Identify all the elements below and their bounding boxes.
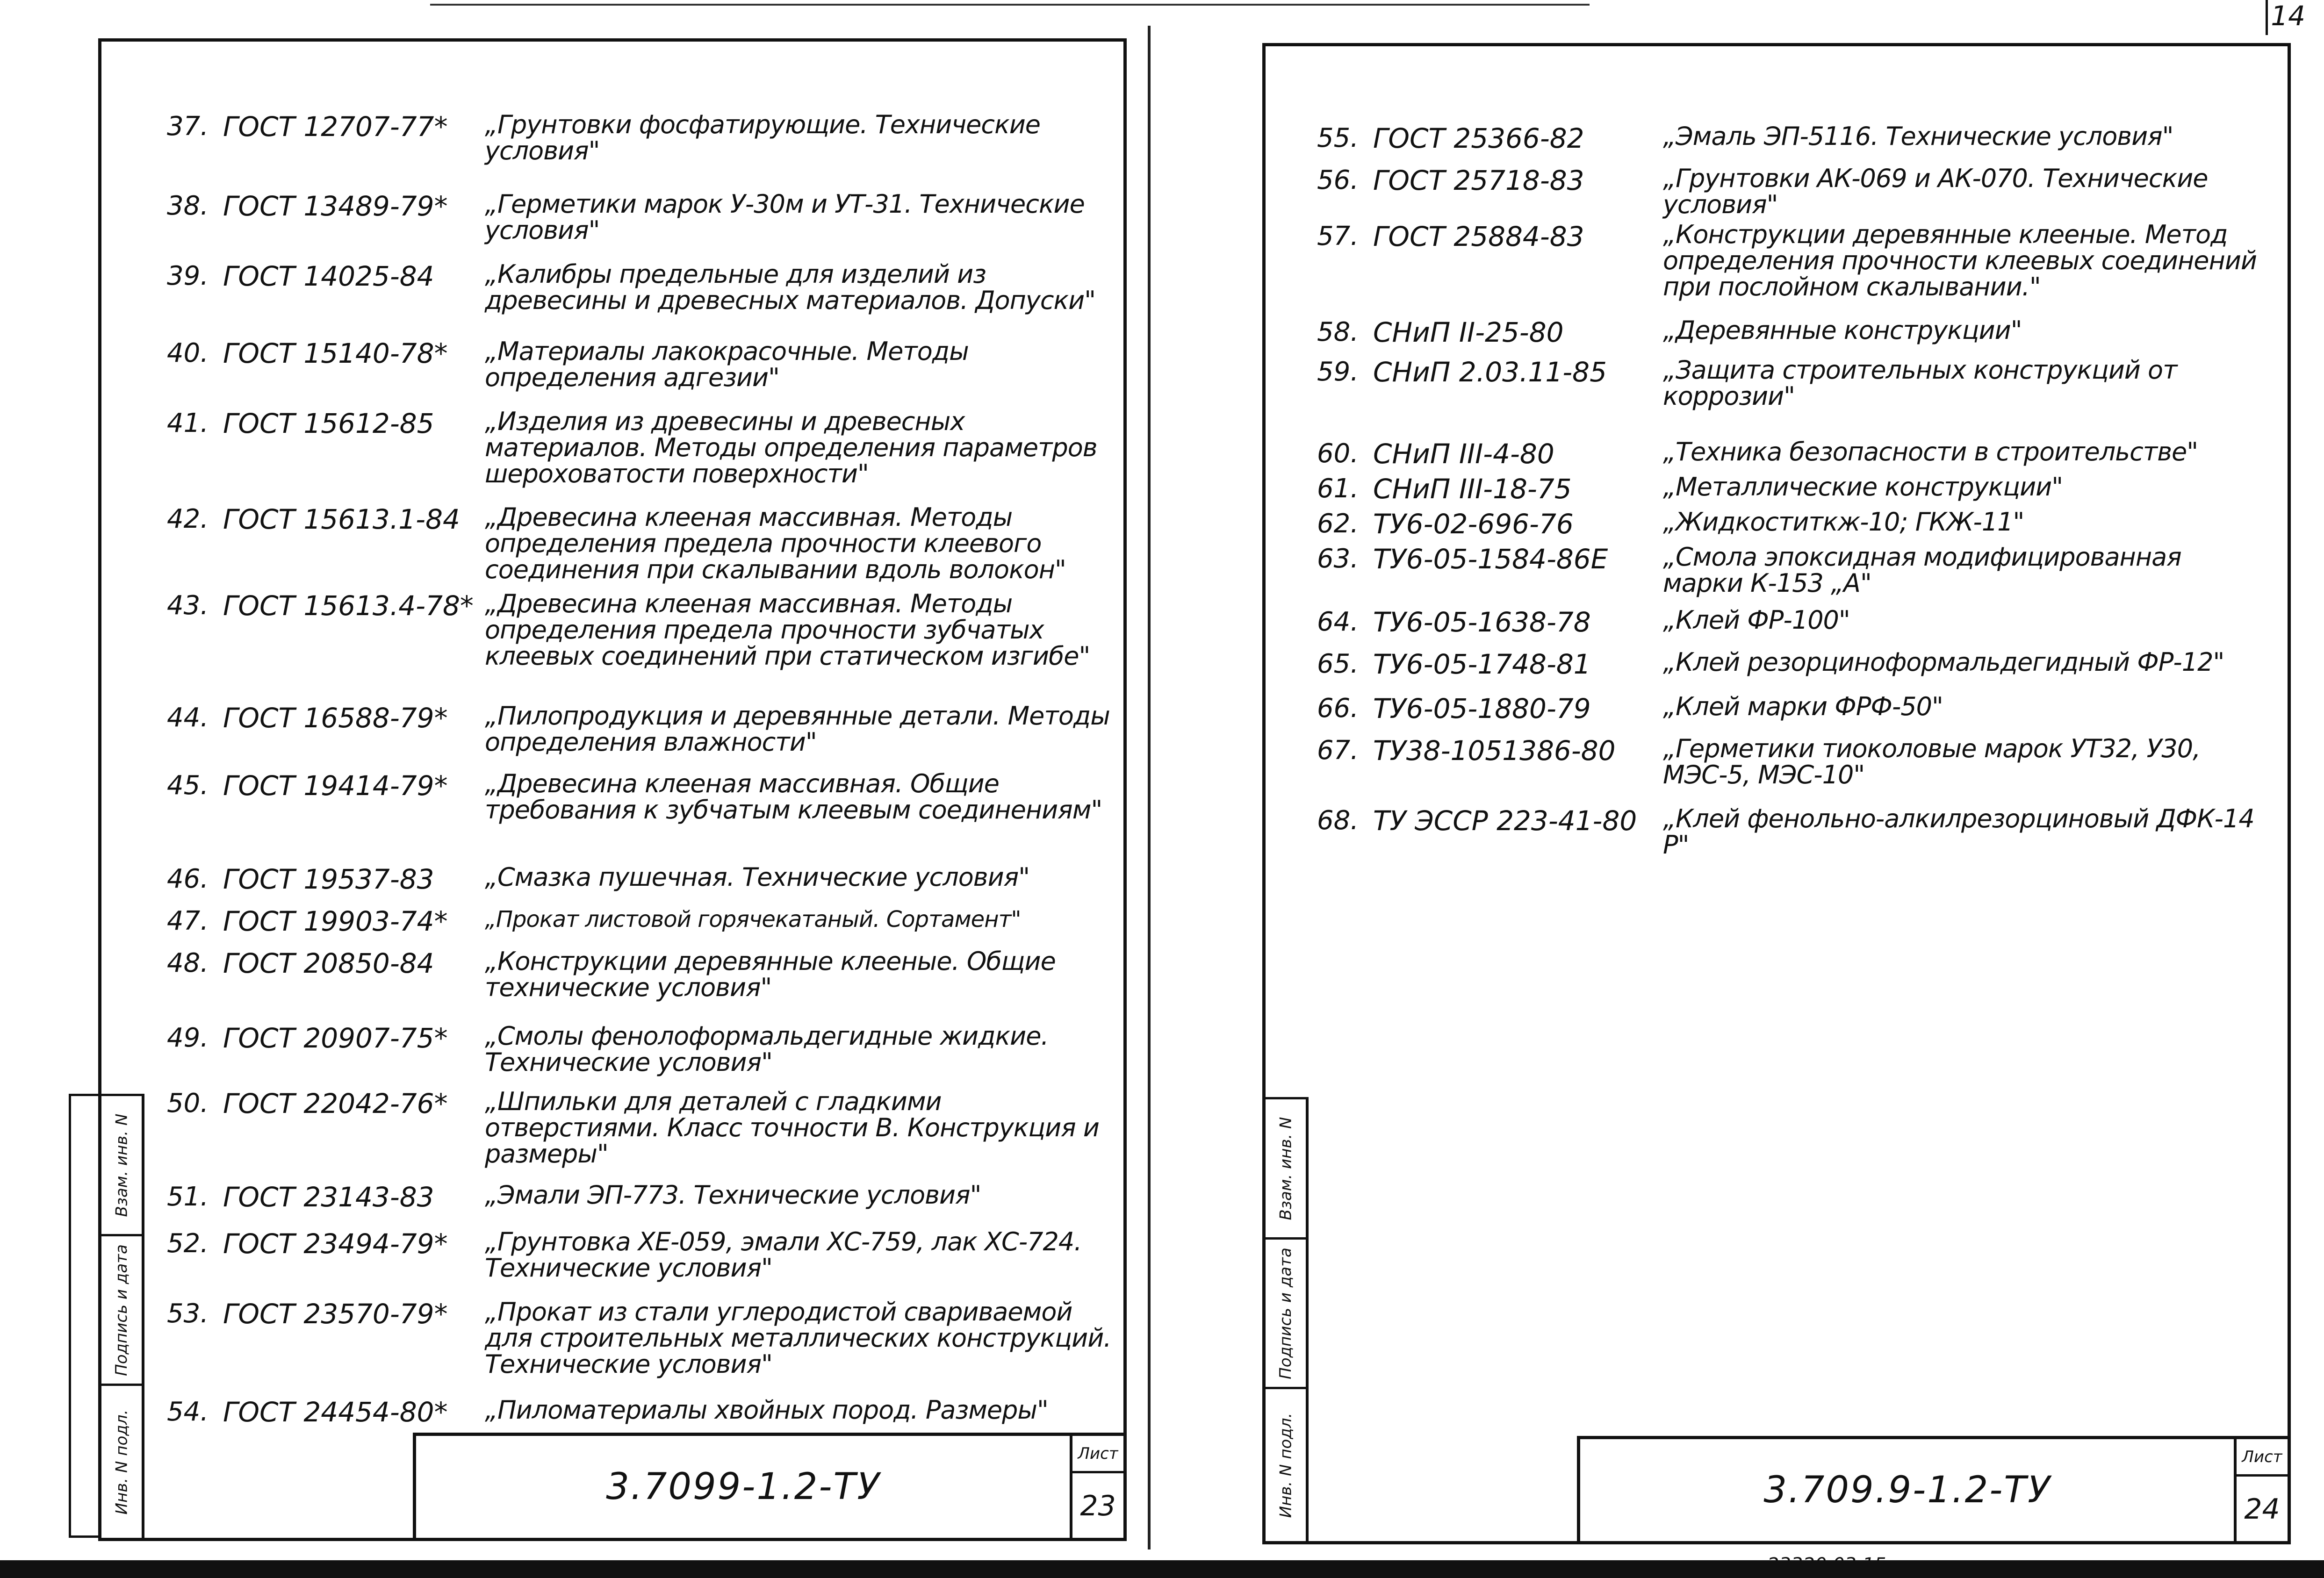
document-code: 3.709.9-1.2-ТУ bbox=[1763, 1469, 2051, 1511]
list-item: 53. ГОСТ 23570-79* „Прокат из стали углеродистой свариваемой для строительных металлических конструкций. Технические условия" bbox=[167, 1297, 1111, 1379]
list-item: 42. ГОСТ 15613.1-84 „Древесина клееная массивная. Методы определения предела прочности клеевого соединения при скалывании вдоль волокон" bbox=[167, 502, 1066, 584]
list-item: 50. ГОСТ 22042-76* „Шпильки для деталей с гладкими отверстиями. Класс точности В. Конструкция и размеры" bbox=[167, 1087, 1099, 1169]
list-item: 51. ГОСТ 23143-83 „Эмали ЭП-773. Технические условия" bbox=[167, 1180, 981, 1213]
stamp-cell-inventory: Инв. N подл. bbox=[1266, 1387, 1306, 1541]
list-item: 59. СНиП 2.03.11-85 „Защита строительных конструкций от коррозии" bbox=[1317, 355, 2177, 411]
list-item: 66. ТУ6-05-1880-79 „Клей марки ФРФ-50" bbox=[1317, 692, 1943, 724]
reference-list-left bbox=[167, 112, 1111, 1435]
sheet-number: 24 bbox=[2244, 1493, 2280, 1526]
page-number-rule bbox=[2266, 0, 2268, 35]
list-item: 40. ГОСТ 15140-78* „Материалы лакокрасочные. Методы определения адгезии" bbox=[167, 337, 969, 392]
top-edge-line bbox=[430, 4, 1590, 6]
list-item: 65. ТУ6-05-1748-81 „Клей резорциноформальдегидный ФР-12" bbox=[1317, 647, 2224, 680]
list-item: 46. ГОСТ 19537-83 „Смазка пушечная. Технические условия" bbox=[167, 862, 1030, 895]
title-block bbox=[1577, 1436, 2288, 1541]
sheet-right bbox=[1262, 43, 2291, 1544]
list-item: 57. ГОСТ 25884-83 „Конструкции деревянные клееные. Метод определения прочности клеевых соединений при послойном скалывании." bbox=[1317, 220, 2257, 301]
list-item: 58. СНиП II-25-80 „Деревянные конструкции" bbox=[1317, 316, 2022, 348]
list-item: 61. СНиП III-18-75 „Металлические конструкции" bbox=[1317, 472, 2063, 505]
scan-bottom-edge bbox=[0, 1560, 2324, 1578]
approval-stamp-column bbox=[1266, 1097, 1309, 1541]
stamp-cell-replacement: Взам. инв. N bbox=[101, 1094, 142, 1234]
top-page-number: 14 bbox=[2271, 0, 2305, 32]
title-block bbox=[413, 1433, 1123, 1538]
sheet-label: Лист bbox=[1072, 1436, 1123, 1473]
sheet-left bbox=[98, 38, 1127, 1541]
list-item: 48. ГОСТ 20850-84 „Конструкции деревянные клееные. Общие технические условия" bbox=[167, 947, 1056, 1002]
sheet-number-box bbox=[1070, 1436, 1123, 1538]
list-item: 43. ГОСТ 15613.4-78* „Древесина клееная массивная. Методы определения предела прочности зубчатых клеевых соединений при статическом изгибе" bbox=[167, 589, 1090, 671]
stamp-cell-replacement: Взам. инв. N bbox=[1266, 1097, 1306, 1237]
list-item: 64. ТУ6-05-1638-78 „Клей ФР-100" bbox=[1317, 605, 1850, 638]
sheet-number: 23 bbox=[1080, 1490, 1116, 1522]
list-item: 54. ГОСТ 24454-80* „Пиломатериалы хвойных пород. Размеры" bbox=[167, 1395, 1048, 1428]
list-item: 49. ГОСТ 20907-75* „Смолы фенолоформальдегидные жидкие. Технические условия" bbox=[167, 1021, 1049, 1077]
list-item: 41. ГОСТ 15612-85 „Изделия из древесины и древесных материалов. Методы определения параметров шероховатости поверхности" bbox=[167, 407, 1097, 488]
list-item: 37. ГОСТ 12707-77* „Грунтовки фосфатирующие. Технические условия" bbox=[167, 110, 1041, 165]
list-item: 62. ТУ6-02-696-76 „Жидкоститкж-10; ГКЖ-11" bbox=[1317, 507, 2024, 540]
sheet-number-box bbox=[2234, 1439, 2288, 1541]
list-item: 47. ГОСТ 19903-74* „Прокат листовой горячекатаный. Сортамент" bbox=[167, 905, 1021, 937]
list-item: 60. СНиП III-4-80 „Техника безопасности в строительстве" bbox=[1317, 437, 2198, 470]
page-spine bbox=[1148, 26, 1151, 1549]
approval-stamp-column bbox=[101, 1094, 144, 1538]
list-item: 52. ГОСТ 23494-79* „Грунтовка ХЕ-059, эмали ХС-759, лак ХС-724. Технические условия" bbox=[167, 1227, 1082, 1283]
stamp-cell-signature: Подпись и дата bbox=[101, 1234, 142, 1384]
list-item: 67. ТУ38-1051386-80 „Герметики тиоколовые марок УТ32, У30, МЭС-5, МЭС-10" bbox=[1317, 734, 2201, 789]
list-item: 55. ГОСТ 25366-82 „Эмаль ЭП-5116. Технические условия" bbox=[1317, 122, 2173, 154]
stamp-cell-signature: Подпись и дата bbox=[1266, 1237, 1306, 1387]
reference-list-right bbox=[1317, 123, 2261, 867]
list-item: 38. ГОСТ 13489-79* „Герметики марок У-30м и УТ-31. Технические условия" bbox=[167, 189, 1085, 245]
stamp-cell-inventory: Инв. N подл. bbox=[101, 1384, 142, 1538]
list-item: 68. ТУ ЭССР 223-41-80 „Клей фенольно-алкилрезорциновый ДФК-14 Р" bbox=[1317, 804, 2254, 860]
document-code: 3.7099-1.2-ТУ bbox=[606, 1466, 881, 1508]
list-item: 39. ГОСТ 14025-84 „Калибры предельные для изделий из древесины и древесных материалов. Допуски" bbox=[167, 259, 1096, 315]
sheet-label: Лист bbox=[2237, 1439, 2288, 1477]
list-item: 63. ТУ6-05-1584-86Е „Смола эпоксидная модифицированная марки К-153 „А" bbox=[1317, 542, 2181, 598]
binding-margin-strip bbox=[69, 1094, 101, 1538]
list-item: 44. ГОСТ 16588-79* „Пилопродукция и деревянные детали. Методы определения влажности" bbox=[167, 701, 1110, 757]
list-item: 56. ГОСТ 25718-83 „Грунтовки АК-069 и АК-070. Технические условия" bbox=[1317, 164, 2208, 219]
list-item: 45. ГОСТ 19414-79* „Древесина клееная массивная. Общие требования к зубчатым клеевым соединениям" bbox=[167, 769, 1102, 825]
